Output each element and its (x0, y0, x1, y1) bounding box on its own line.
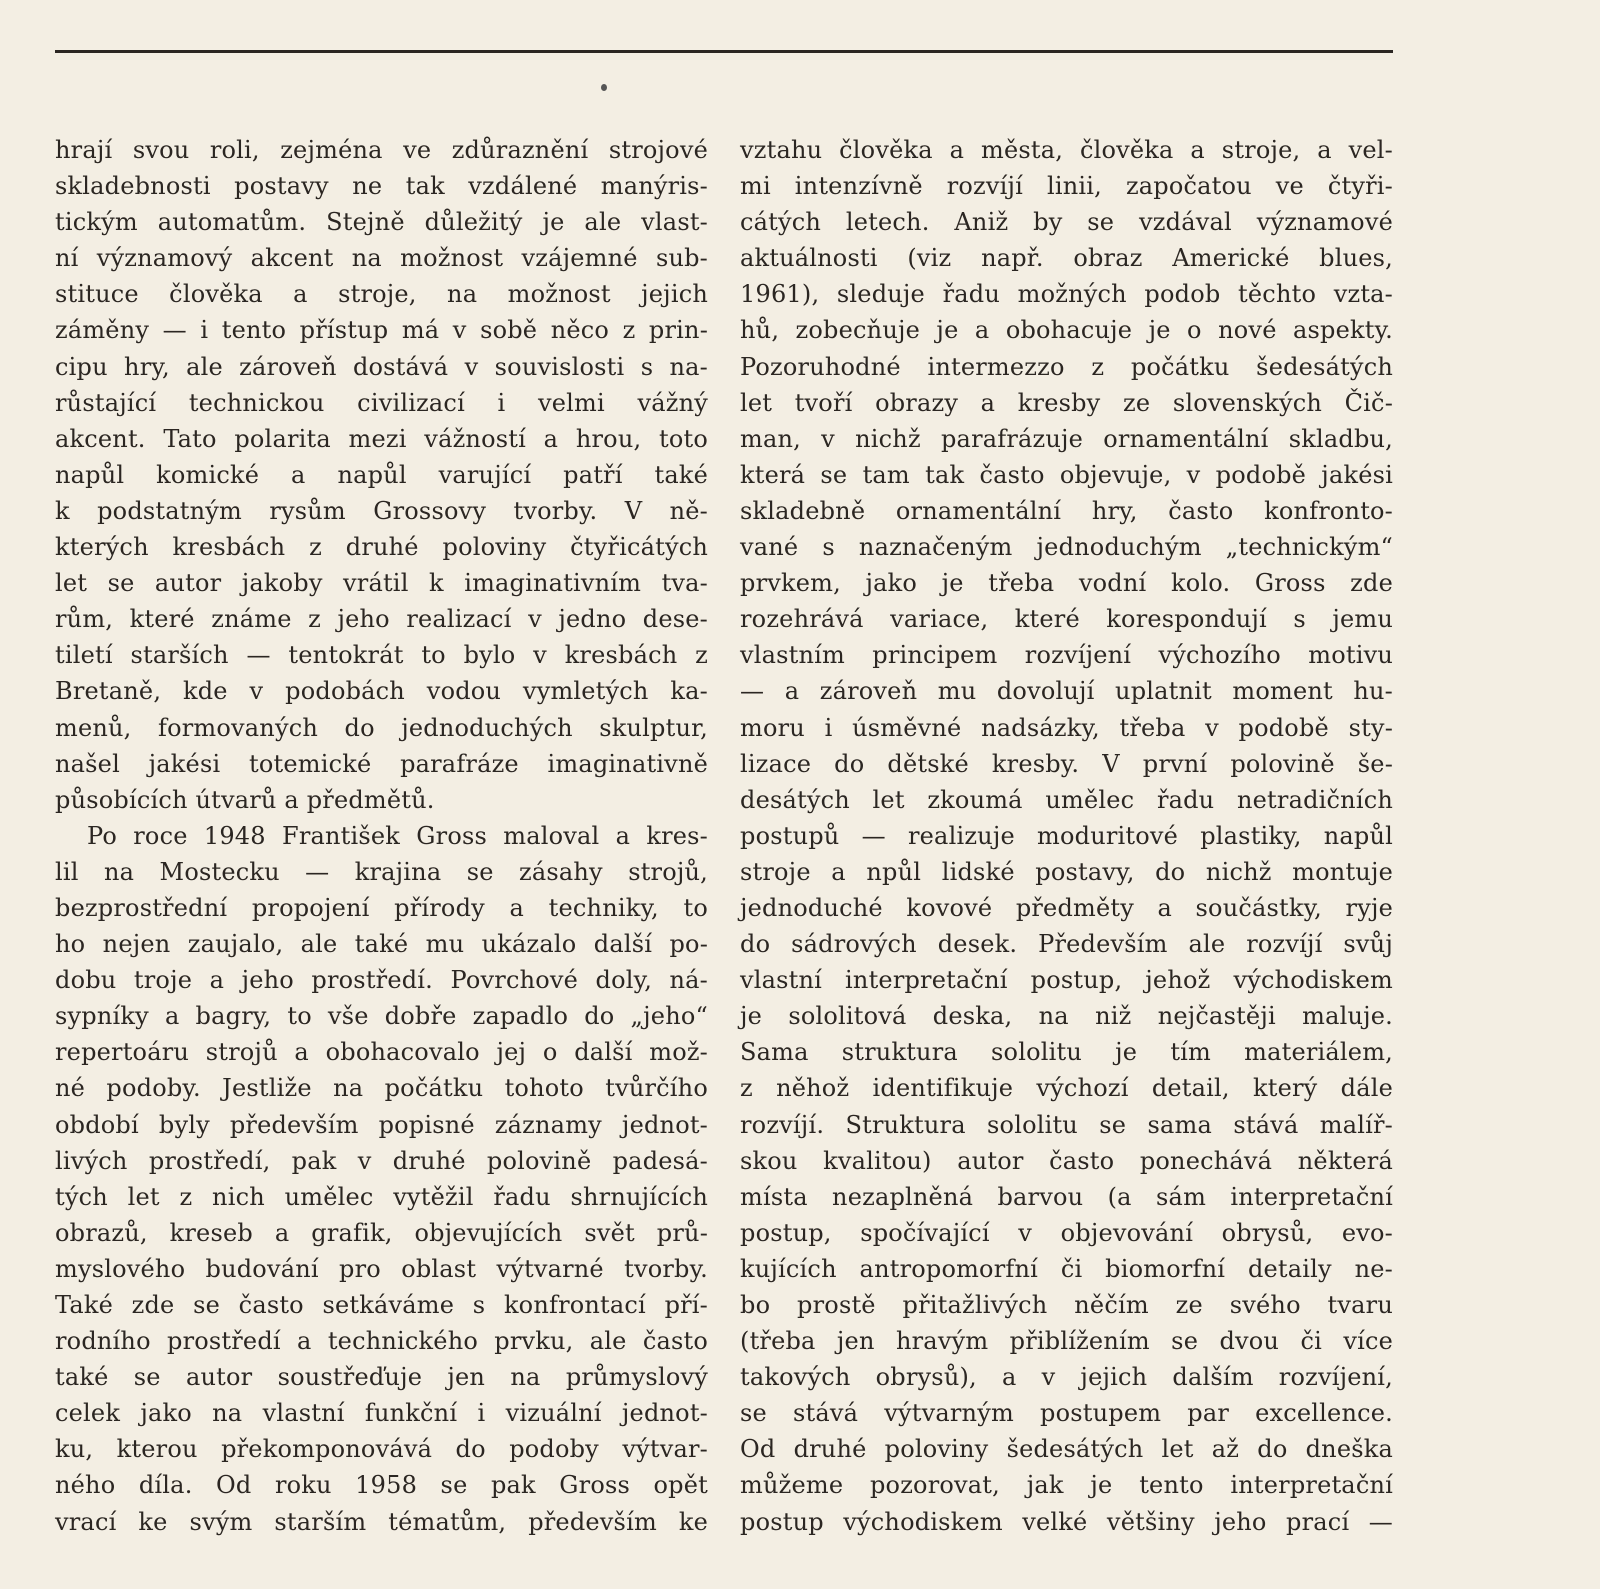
text-line: prvkem, jako je třeba vodní kolo. Gross zde (740, 569, 1393, 598)
text-line: Od druhé poloviny šedesátých let až do dneška (740, 1435, 1393, 1464)
text-line: z něhož identifikuje výchozí detail, který dále (740, 1074, 1393, 1103)
text-line: (třeba jen hravým přiblížením se dvou či více (740, 1327, 1393, 1356)
text-line: 1961), sleduje řadu možných podob těchto vzta- (740, 280, 1393, 309)
text-line: Po roce 1948 František Gross maloval a kres- (87, 821, 708, 850)
text-line: dobu troje a jeho prostředí. Povrchové doly, ná- (55, 966, 708, 995)
text-line: bezprostřední propojení přírody a techniky, to (55, 893, 708, 922)
text-line: vané s naznačeným jednoduchým „technickým“ (740, 533, 1393, 562)
text-line: Pozoruhodné intermezzo z počátku šedesátých (740, 352, 1393, 381)
text-line: postup, spočívající v objevování obrysů, evo- (740, 1218, 1393, 1247)
text-line: místa nezaplněná barvou (a sám interpretační (740, 1182, 1393, 1211)
text-line: našel jakési totemické parafráze imaginativně (55, 749, 708, 778)
text-line: je sololitová deska, na niž nejčastěji maluje. (740, 1002, 1393, 1031)
text-line: bo prostě přitažlivých něčím ze svého tvaru (740, 1291, 1393, 1319)
text-line: desátých let zkoumá umělec řadu netradičních (740, 785, 1393, 814)
text-line: do sádrových desek. Především ale rozvíjí svůj (740, 930, 1393, 959)
text-line: Také zde se často setkáváme s konfrontací pří- (55, 1291, 708, 1319)
text-line: stituce člověka a stroje, na možnost jejich (55, 280, 708, 309)
text-line: né podoby. Jestliže na počátku tohoto tvůrčího (55, 1074, 708, 1103)
text-line: kterých kresbách z druhé poloviny čtyřicátých (55, 533, 708, 562)
text-line: tých let z nich umělec vytěžil řadu shrnujících (55, 1182, 708, 1211)
text-line: Sama struktura sololitu je tím materiálem, (740, 1038, 1393, 1067)
text-line: — a zároveň mu dovolují uplatnit moment hu- (740, 677, 1393, 706)
text-line: vztahu člověka a města, člověka a stroje, a vel- (740, 136, 1393, 164)
text-line: vlastní interpretační postup, jehož východiskem (740, 966, 1393, 995)
text-line: působících útvarů a předmětů. (55, 785, 435, 814)
text-line: let se autor jakoby vrátil k imaginativním tva- (55, 569, 708, 598)
text-line: která se tam tak často objevuje, v podobě jakési (740, 460, 1393, 489)
text-line: rům, které známe z jeho realizací v jedno dese- (55, 605, 708, 634)
text-line: vrací ke svým starším tématům, především ke (55, 1507, 708, 1536)
left-column (55, 132, 708, 1540)
text-line: kujících antropomorfní či biomorfní detaily ne- (740, 1254, 1393, 1283)
top-rule (55, 50, 1393, 53)
text-line: cátých letech. Aniž by se vzdával významové (740, 208, 1393, 237)
text-line: jednoduché kovové předměty a součástky, ryje (740, 893, 1393, 922)
text-line: také se autor soustřeďuje jen na průmyslový (55, 1363, 708, 1392)
text-line: růstající technickou civilizací i velmi vážný (55, 388, 708, 417)
text-line: rozvíjí. Struktura sololitu se sama stává malíř- (740, 1110, 1393, 1139)
text-line: postup východiskem velké většiny jeho prací — (740, 1507, 1393, 1536)
text-line: skou kvalitou) autor často ponechává některá (740, 1146, 1393, 1175)
text-line: livých prostředí, pak v druhé polovině padesá- (55, 1146, 708, 1175)
text-line: rozehrává variace, které korespondují s jemu (740, 605, 1393, 634)
text-line: tickým automatům. Stejně důležitý je ale vlast- (55, 208, 708, 237)
text-line: skladebně ornamentální hry, často konfronto- (740, 496, 1393, 525)
text-line: let tvoří obrazy a kresby ze slovenských Čič- (740, 388, 1393, 417)
text-line: takových obrysů), a v jejich dalším rozvíjení, (740, 1363, 1393, 1392)
text-line: skladebnosti postavy ne tak vzdálené manýris- (55, 172, 708, 201)
text-line: období byly především popisné záznamy jednot- (55, 1110, 708, 1139)
text-line: napůl komické a napůl varující patří také (55, 460, 708, 489)
text-line: vlastním principem rozvíjení výchozího motivu (740, 641, 1393, 670)
right-column (740, 132, 1393, 1540)
text-line: moru i úsměvné nadsázky, třeba v podobě sty- (740, 713, 1393, 742)
text-line: ku, kterou překomponovává do podoby výtvar- (55, 1435, 708, 1464)
text-line: cipu hry, ale zároveň dostává v souvislosti s na- (55, 352, 708, 381)
text-line: akcent. Tato polarita mezi vážností a hrou, toto (55, 424, 708, 453)
text-line: celek jako na vlastní funkční i vizuální jednot- (55, 1399, 708, 1428)
text-line: man, v nichž parafrázuje ornamentální skladbu, (740, 424, 1393, 453)
text-line: hrají svou roli, zejména ve zdůraznění strojové (55, 136, 708, 164)
text-line: aktuálnosti (viz např. obraz Americké blues, (740, 244, 1393, 273)
text-line: mi intenzívně rozvíjí linii, započatou ve čtyři- (740, 172, 1393, 201)
text-line: lil na Mostecku — krajina se zásahy strojů, (55, 857, 708, 886)
text-line: rodního prostředí a technického prvku, ale často (55, 1327, 708, 1356)
text-line: lizace do dětské kresby. V první polovině še- (740, 749, 1393, 778)
text-line: tiletí starších — tentokrát to bylo v kresbách z (55, 641, 708, 670)
text-line: ní významový akcent na možnost vzájemné sub- (55, 244, 708, 273)
text-line: můžeme pozorovat, jak je tento interpretační (740, 1471, 1393, 1500)
ink-dot (601, 84, 607, 91)
text-line: ho nejen zaujalo, ale také mu ukázalo další po- (55, 930, 708, 959)
text-line: Bretaně, kde v podobách vodou vymletých ka- (55, 677, 708, 706)
text-line: menů, formovaných do jednoduchých skulptur, (55, 713, 708, 742)
text-line: obrazů, kreseb a grafik, objevujících svět prů- (55, 1218, 708, 1247)
text-line: sypníky a bagry, to vše dobře zapadlo do „jeho“ (55, 1002, 708, 1031)
text-line: k podstatným rysům Grossovy tvorby. V ně- (55, 496, 708, 525)
text-line: postupů — realizuje moduritové plastiky, napůl (740, 821, 1393, 850)
text-line: hů, zobecňuje je a obohacuje je o nové aspekty. (740, 316, 1393, 345)
text-line: ného díla. Od roku 1958 se pak Gross opět (55, 1471, 708, 1500)
text-line: stroje a npůl lidské postavy, do nichž montuje (740, 857, 1393, 886)
text-line: repertoáru strojů a obohacovalo jej o další mož- (55, 1038, 708, 1067)
text-line: záměny — i tento přístup má v sobě něco z prin- (55, 316, 708, 345)
text-line: se stává výtvarným postupem par excellence. (740, 1399, 1393, 1428)
text-line: myslového budování pro oblast výtvarné tvorby. (55, 1254, 708, 1283)
